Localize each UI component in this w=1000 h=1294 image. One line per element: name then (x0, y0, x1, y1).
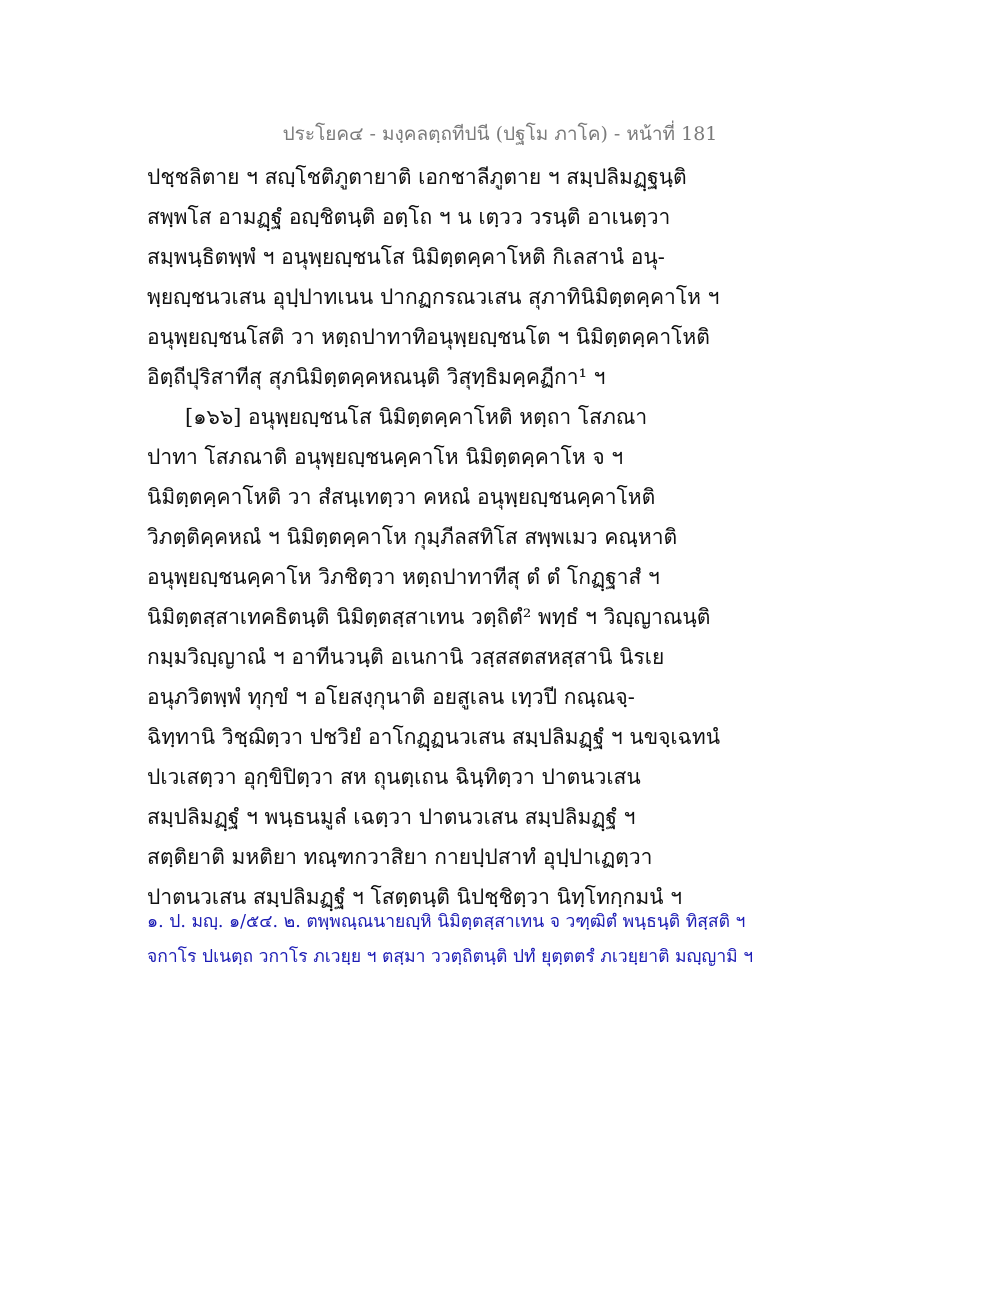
page-header: ประโยค๔ - มงฺคลตฺถทีปนี (ปฐโม ภาโค) - หน้าที่ 181 (282, 123, 718, 145)
text-line: สตฺติยาติ มหติยา ทณฺฑกวาสิยา กายปฺปสาทํ อุปฺปาเฏตฺวา (147, 845, 653, 869)
text-line: สมฺพนฺธิตพฺพํ ฯ อนุพฺยญฺชนโส นิมิตฺตคฺคาโหติ กิเลสานํ อนุ- (147, 245, 665, 269)
text-line: ฉิทฺทานิ วิชฺฌิตฺวา ปชวิยํ อาโกฏฺฏนวเสน สมฺปลิมฏฺฐํ ฯ นขจฺเฉทนํ (147, 725, 721, 749)
text-line: อนุพฺยญฺชนคฺคาโห วิภชิตฺวา หตฺถปาทาทีสุ ตํ ตํ โกฏฺฐาสํ ฯ (147, 565, 660, 589)
text-line: ปาตนวเสน สมฺปลิมฏฺฐํ ฯ โสตฺตนฺติ นิปชฺชิตฺวา นิทฺโทกฺกมนํ ฯ (147, 885, 683, 909)
text-line: สมฺปลิมฏฺฐํ ฯ พนฺธนมูลํ เฉตฺวา ปาตนวเสน สมฺปลิมฏฺฐํ ฯ (147, 805, 636, 829)
paragraph-start-line: [๑๖๖] อนุพฺยญฺชนโส นิมิตฺตคฺคาโหติ หตฺถา โสภณา (185, 405, 648, 429)
text-line: อนุภวิตพฺพํ ทุกฺขํ ฯ อโยสงฺกุนาติ อยสูเลน เทฺวปี กณฺณจฺ- (147, 685, 635, 709)
text-line: ปเวเสตฺวา อุกฺขิปิตฺวา สห ถุนตฺเถน ฉินฺทิตฺวา ปาตนวเสน (147, 765, 641, 789)
footnote-line: ๑. ป. มญฺ. ๑/๕๔. ๒. ตพฺพณฺณนายญฺหิ นิมิตฺตสฺสาเทน จ วฑฺฒิตํ พนฺธนฺติ ทิสฺสติ ฯ (147, 912, 746, 932)
text-line: วิภตฺติคฺคหณํ ฯ นิมิตฺตคฺคาโห กุมฺภีลสทิโส สพฺพเมว คณฺหาติ (147, 525, 678, 549)
text-line: ปาทา โสภณาติ อนุพฺยญฺชนคฺคาโห นิมิตฺตคฺคาโห จ ฯ (147, 445, 624, 469)
footnotes (147, 905, 867, 975)
text-line: สพฺพโส อามฏฺฐํ อญฺชิตนฺติ อตฺโถ ฯ น เตฺวว วรนฺติ อาเนตฺวา (147, 205, 671, 229)
text-line: พฺยญฺชนวเสน อุปฺปาทเนน ปากฏกรณวเสน สุภาทินิมิตฺตคฺคาโห ฯ (147, 285, 720, 309)
text-line: กมฺมวิญฺญาณํ ฯ อาทีนวนฺติ อเนกานิ วสฺสสตสหสฺสานิ นิรเย (147, 645, 665, 669)
text-line: นิมิตฺตสฺสาเทคธิตนฺติ นิมิตฺตสฺสาเทน วตฺถิตํ² พทฺธํ ฯ วิญฺญาณนฺติ (147, 605, 711, 629)
footnote-line: จกาโร ปเนตฺถ วกาโร ภเวยฺย ฯ ตสฺมา ววตฺถิตนฺติ ปทํ ยุตฺตตรํ ภเวยฺยาติ มญฺญามิ ฯ (147, 947, 754, 967)
text-line: อิตฺถีปุริสาทีสุ สุภนิมิตฺตคฺคหณนฺติ วิสุทฺธิมคฺคฏีกา¹ ฯ (147, 365, 606, 389)
text-line: นิมิตฺตคฺคาโหติ วา สํสนฺเทตฺวา คหณํ อนุพฺยญฺชนคฺคาโหติ (147, 485, 656, 509)
text-line: อนุพฺยญฺชนโสติ วา หตฺถปาทาทิอนุพฺยญฺชนโต ฯ นิมิตฺตคฺคาโหติ (147, 325, 710, 349)
text-line: ปชฺชลิตาย ฯ สญฺโชติภูตายาติ เอกชาลีภูตาย ฯ สมฺปลิมฏฺฐนฺติ (147, 165, 687, 189)
main-text (147, 157, 847, 917)
